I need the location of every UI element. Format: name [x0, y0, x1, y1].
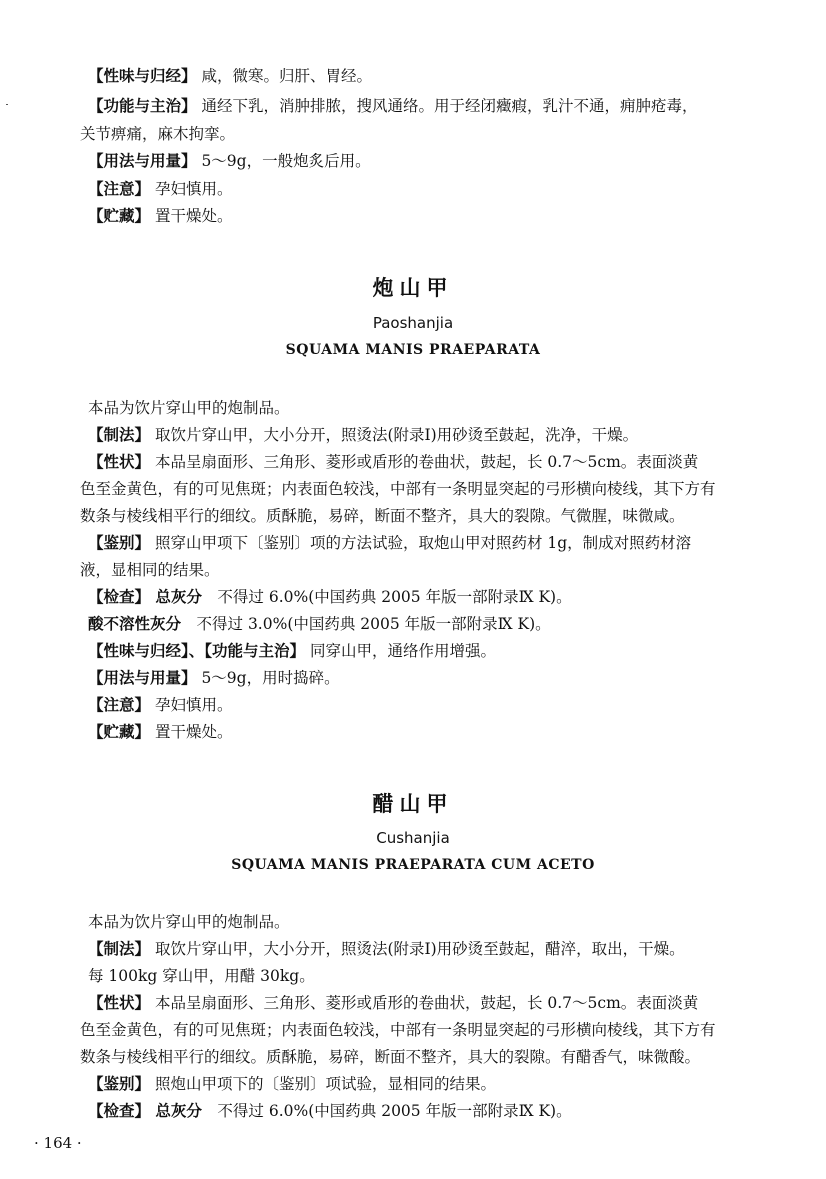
text-line	[88, 66, 788, 86]
text-line	[88, 695, 788, 715]
text-line: 每 100kg 穿山甲，用醋 30kg。	[88, 967, 315, 985]
section-label: 【用法与用量】	[88, 152, 197, 170]
section-text: 本品呈扇面形、三角形、菱形或盾形的卷曲状，鼓起，长 0.7～5cm。表面淡黄	[150, 994, 699, 1012]
section-label: 【性状】	[88, 453, 151, 471]
text-line	[88, 1101, 788, 1121]
section-label: 【检查】	[88, 1102, 151, 1120]
section-text: 照炮山甲项下的〔鉴别〕项试验，显相同的结果。	[150, 1075, 496, 1093]
section-text: 通经下乳，消肿排脓，搜风通络。用于经闭癥瘕，乳汁不通，痈肿疮毒，	[196, 97, 698, 115]
section-text: 置干燥处。	[150, 207, 233, 225]
text-line	[88, 151, 788, 171]
section-text: 5～9g，用时捣碎。	[196, 669, 340, 687]
section-label: 【性状】	[88, 994, 151, 1012]
text-line	[88, 1074, 788, 1094]
text-line	[88, 722, 788, 742]
text-line	[88, 587, 788, 607]
text-line	[88, 179, 788, 199]
section-text: 咸，微寒。归肝、胃经。	[196, 67, 372, 85]
section-text: 不得过 6.0%(中国药典 2005 年版一部附录Ⅸ K)。	[201, 588, 572, 606]
text-line: 本品为饮片穿山甲的炮制品。	[88, 399, 290, 417]
section-text: 孕妇慎用。	[150, 180, 233, 198]
section-label: 【性味与归经】、【功能与主治】	[88, 642, 306, 660]
monograph-latin: SQUAMA MANIS PRAEPARATA	[285, 342, 541, 358]
text-line	[88, 533, 780, 553]
text-line: 液，显相同的结果。	[80, 561, 220, 579]
section-label: 【功能与主治】	[88, 97, 197, 115]
text-line	[88, 425, 788, 445]
section-label: 【制法】	[88, 940, 151, 958]
text-line: 数条与棱线相平行的细纹。质酥脆，易碎，断面不整齐，具大的裂隙。有醋香气，味微酸。	[80, 1048, 701, 1066]
section-text: 5～9g，一般炮炙后用。	[196, 152, 371, 170]
section-text: 置干燥处。	[150, 723, 233, 741]
text-line	[88, 206, 788, 226]
text-line	[88, 993, 780, 1013]
section-label: 【用法与用量】	[88, 669, 197, 687]
text-line: 关节痹痛，麻木拘挛。	[80, 125, 236, 143]
monograph-pinyin: Paoshanjia	[372, 314, 454, 332]
monograph-pinyin: Cushanjia	[376, 829, 450, 847]
monograph-latin: SQUAMA MANIS PRAEPARATA CUM ACETO	[231, 857, 595, 873]
section-label: 【贮藏】	[88, 723, 151, 741]
section-text: 同穿山甲，通络作用增强。	[305, 642, 496, 660]
section-text: 不得过 6.0%(中国药典 2005 年版一部附录Ⅸ K)。	[201, 1102, 572, 1120]
text-line	[88, 668, 788, 688]
text-line	[88, 452, 780, 472]
section-text: 不得过 3.0%(中国药典 2005 年版一部附录Ⅸ K)。	[181, 615, 551, 633]
section-label: 【鉴别】	[88, 1075, 151, 1093]
text-line: 色至金黄色，有的可见焦斑；内表面色较浅，中部有一条明显突起的弓形横向棱线，其下方有	[80, 1021, 716, 1039]
text-line	[88, 641, 788, 661]
text-line: 数条与棱线相平行的细纹。质酥脆，易碎，断面不整齐，具大的裂隙。气微腥，味微咸。	[80, 507, 685, 525]
section-label: 【制法】	[88, 426, 151, 444]
text-line	[88, 939, 788, 959]
section-text: 取饮片穿山甲，大小分开，照烫法(附录Ⅰ)用砂烫至鼓起，洗净，干燥。	[150, 426, 639, 444]
section-text: 照穿山甲项下〔鉴别〕项的方法试验，取炮山甲对照药材 1g，制成对照药材溶	[150, 534, 692, 552]
section-label: 【注意】	[88, 696, 151, 714]
section-label: 【鉴别】	[88, 534, 151, 552]
section-text: 取饮片穿山甲，大小分开，照烫法(附录Ⅰ)用砂烫至鼓起，醋淬，取出，干燥。	[150, 940, 685, 958]
subsection-label: 总灰分	[150, 588, 202, 606]
subsection-label: 总灰分	[150, 1102, 202, 1120]
text-line: 色至金黄色，有的可见焦斑；内表面色较浅，中部有一条明显突起的弓形横向棱线，其下方有	[80, 480, 716, 498]
text-line	[88, 96, 780, 116]
section-label: 【检查】	[88, 588, 151, 606]
section-label: 【贮藏】	[88, 207, 151, 225]
scan-mark	[6, 104, 8, 105]
page-number: · 164 ·	[34, 1134, 82, 1152]
monograph-title: 炮山甲	[372, 276, 454, 300]
section-label: 【性味与归经】	[88, 67, 197, 85]
section-text: 孕妇慎用。	[150, 696, 233, 714]
section-text: 本品呈扇面形、三角形、菱形或盾形的卷曲状，鼓起，长 0.7～5cm。表面淡黄	[150, 453, 699, 471]
section-label: 【注意】	[88, 180, 151, 198]
monograph-title: 醋山甲	[372, 792, 454, 816]
text-line: 本品为饮片穿山甲的炮制品。	[88, 913, 290, 931]
text-line	[88, 614, 788, 634]
subsection-label: 酸不溶性灰分	[88, 615, 182, 633]
